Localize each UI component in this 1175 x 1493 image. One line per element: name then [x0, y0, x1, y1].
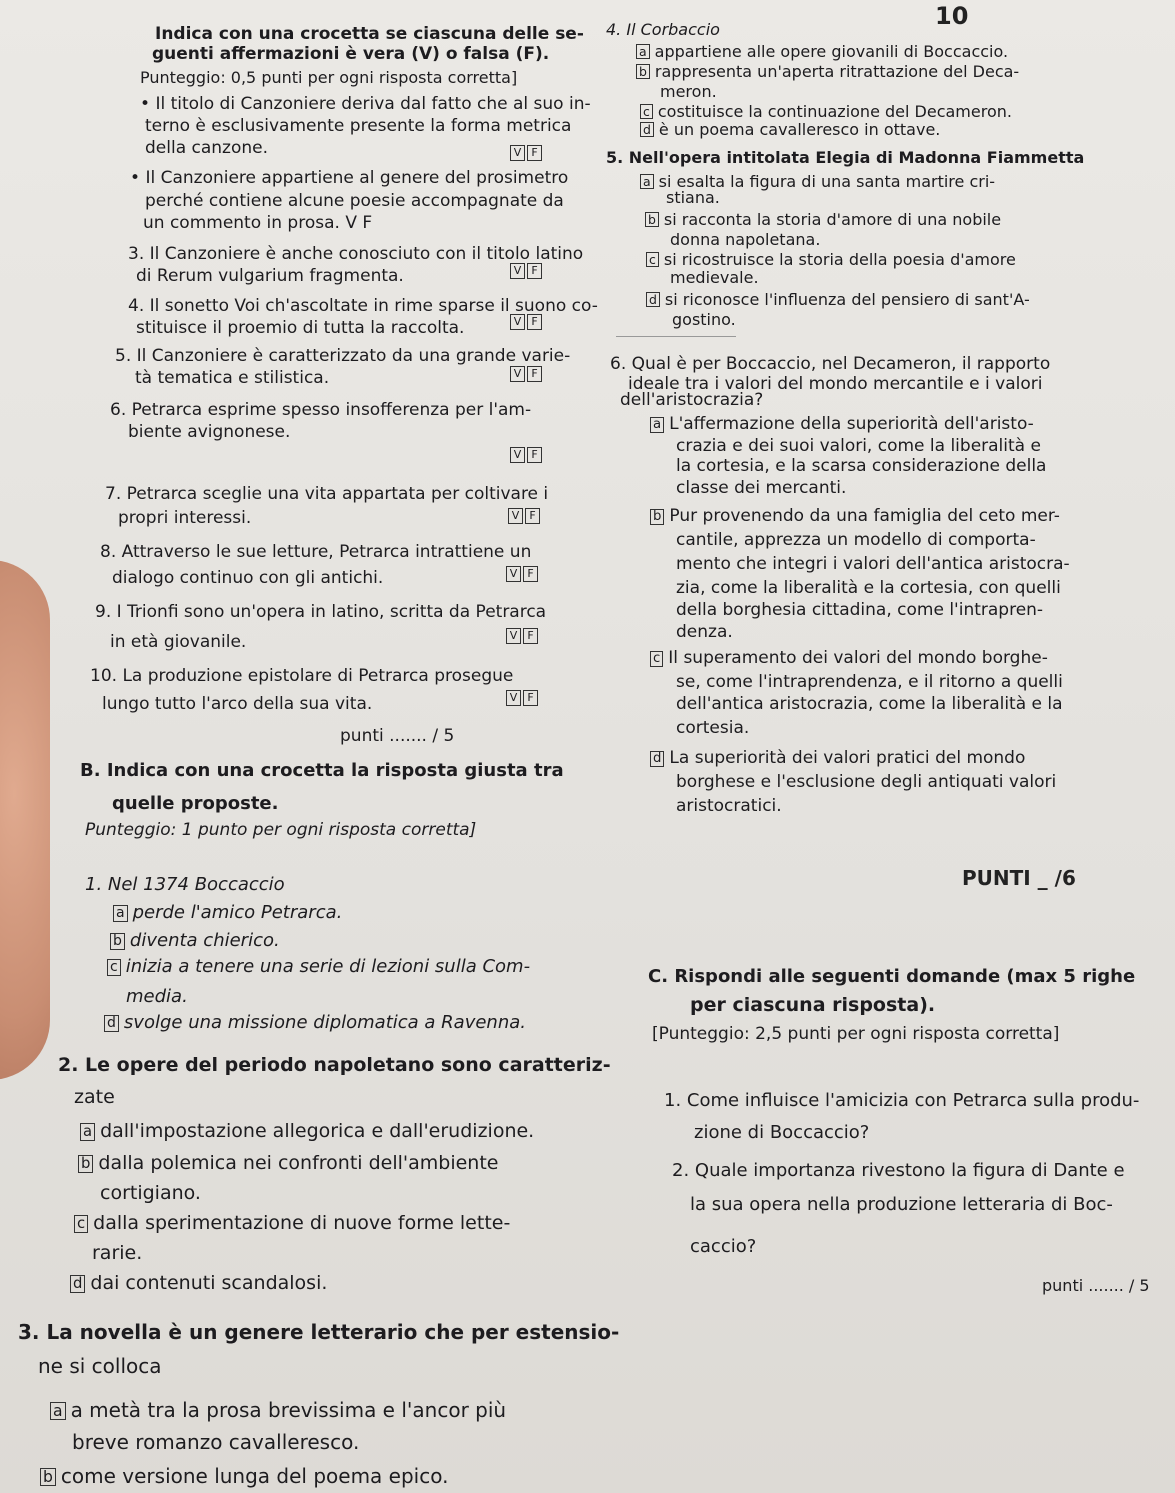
vf-checkboxes-8[interactable]: V F — [506, 566, 538, 582]
question-4: 4. Il Corbaccio — [606, 20, 720, 39]
statement-9-line2: in età giovanile. — [110, 632, 247, 652]
q5-option-a-line2: stiana. — [666, 188, 720, 207]
question-6-line1: 6. Qual è per Boccaccio, nel Decameron, il rapporto — [610, 354, 1051, 374]
open-question-1-line2: zione di Boccaccio? — [694, 1122, 870, 1143]
statement-7-line2: propri interessi. — [118, 508, 252, 528]
question-3-line2: ne si colloca — [38, 1354, 162, 1378]
statement-8-line1: 8. Attraverso le sue letture, Petrarca intrattiene un — [100, 542, 532, 562]
q6-option-d-line2: borghese e l'esclusione degli antiquati valori — [676, 772, 1057, 792]
section-c-scoring: [Punteggio: 2,5 punti per ogni risposta corretta] — [652, 1024, 1060, 1044]
question-2-line2: zate — [74, 1086, 115, 1108]
q2-option-c-line2: rarie. — [92, 1242, 143, 1264]
q6-option-a-line3: la cortesia, e la scarsa considerazione della — [676, 456, 1047, 476]
q6-option-a-line4: classe dei mercanti. — [676, 478, 847, 498]
vf-checkboxes-10[interactable]: V F — [506, 690, 538, 706]
statement-6-line1: 6. Petrarca esprime spesso insofferenza per l'am- — [110, 400, 532, 420]
q5-option-c-line2: medievale. — [670, 268, 759, 287]
statement-1-line2: terno è esclusivamente presente la forma metrica — [145, 116, 572, 136]
q6-option-d[interactable]: d La superiorità dei valori pratici del mondo — [650, 750, 1025, 767]
q5-option-b[interactable]: b si racconta la storia d'amore di una nobile — [645, 212, 1001, 228]
section-b-title-line2: quelle proposte. — [112, 793, 279, 814]
statement-4-line1: 4. Il sonetto Voi ch'ascoltate in rime sparse il suono co- — [128, 296, 598, 316]
statement-8-line2: dialogo continuo con gli antichi. — [112, 568, 384, 588]
q1-option-d[interactable]: d svolge una missione diplomatica a Ravenna. — [104, 1014, 526, 1032]
section-a-points: punti ....... / 5 — [340, 726, 455, 746]
handwritten-grade-top: 10 — [935, 2, 969, 30]
statement-5-line2: tà tematica e stilistica. — [135, 368, 330, 388]
q6-option-c-line2: se, come l'intraprendenza, e il ritorno a quelli — [676, 672, 1063, 692]
q1-option-b[interactable]: b diventa chierico. — [110, 932, 280, 950]
question-3-line1: 3. La novella è un genere letterario che per estensio- — [18, 1320, 620, 1344]
section-b-title-line1: B. Indica con una crocetta la risposta giusta tra — [80, 760, 564, 781]
question-2-line1: 2. Le opere del periodo napoletano sono caratteriz- — [58, 1054, 611, 1076]
question-6-line2: ideale tra i valori del mondo mercantile e i valori — [628, 374, 1043, 394]
q4-option-d[interactable]: d è un poema cavalleresco in ottave. — [640, 122, 940, 138]
section-b-scoring: Punteggio: 1 punto per ogni risposta corretta] — [85, 820, 477, 840]
q1-option-a[interactable]: a perde l'amico Petrarca. — [113, 904, 342, 922]
q6-option-c[interactable]: c Il superamento dei valori del mondo borghe- — [650, 650, 1048, 667]
q5-option-a[interactable]: a si esalta la figura di una santa martire cri- — [640, 174, 995, 190]
q6-option-d-line3: aristocratici. — [676, 796, 782, 816]
section-c-points: punti ....... / 5 — [1042, 1276, 1150, 1295]
q5-option-b-line2: donna napoletana. — [670, 230, 821, 249]
q5-option-d-line2: gostino. — [672, 310, 736, 329]
statement-2-line1: • Il Canzoniere appartiene al genere del prosimetro — [130, 168, 569, 188]
q6-option-c-line4: cortesia. — [676, 718, 750, 738]
q1-option-c[interactable]: c inizia a tenere una serie di lezioni sulla Com- — [107, 958, 530, 976]
q6-option-b-line5: della borghesia cittadina, come l'intrapren- — [676, 600, 1044, 620]
q2-option-b-line2: cortigiano. — [100, 1182, 201, 1204]
open-question-2-line2: la sua opera nella produzione letteraria di Boc- — [690, 1194, 1113, 1215]
question-1: 1. Nel 1374 Boccaccio — [85, 874, 285, 895]
vf-checkboxes-3[interactable]: V F — [510, 263, 542, 279]
vf-checkboxes-5[interactable]: V F — [510, 366, 542, 382]
section-a-instructions-line2: guenti affermazioni è vera (V) o falsa (F). — [152, 44, 550, 64]
q6-option-b-line2: cantile, apprezza un modello di comporta- — [676, 530, 1036, 550]
vf-checkboxes-6[interactable]: V F — [510, 447, 542, 463]
q1-option-c-line2: media. — [126, 986, 188, 1007]
question-6-line3: dell'aristocrazia? — [620, 390, 764, 410]
vf-checkboxes-4[interactable]: V F — [510, 314, 542, 330]
question-5: 5. Nell'opera intitolata Elegia di Madonna Fiammetta — [606, 148, 1085, 167]
section-a-instructions-line1: Indica con una crocetta se ciascuna delle se- — [155, 24, 584, 44]
open-question-2-line1: 2. Quale importanza rivestono la figura di Dante e — [672, 1160, 1125, 1181]
statement-3-line1: 3. Il Canzoniere è anche conosciuto con il titolo latino — [128, 244, 584, 264]
divider — [616, 336, 736, 337]
q3-option-a[interactable]: a a metà tra la prosa brevissima e l'ancor più — [50, 1400, 506, 1420]
statement-1-line1: • Il titolo di Canzoniere deriva dal fatto che al suo in- — [140, 94, 591, 114]
statement-9-line1: 9. I Trionfi sono un'opera in latino, scritta da Petrarca — [95, 602, 547, 622]
statement-10-line2: lungo tutto l'arco della sua vita. — [102, 694, 373, 714]
q2-option-b[interactable]: b dalla polemica nei confronti dell'ambiente — [78, 1154, 499, 1173]
q6-option-b-line4: zia, come la liberalità e la cortesia, con quelli — [676, 578, 1061, 598]
q3-option-b[interactable]: b come versione lunga del poema epico. — [40, 1466, 448, 1486]
q4-option-b-line2: meron. — [660, 82, 717, 101]
section-a-scoring: Punteggio: 0,5 punti per ogni risposta corretta] — [140, 68, 518, 87]
q6-option-b[interactable]: b Pur provenendo da una famiglia del ceto mer- — [650, 508, 1060, 525]
finger-holding-paper — [0, 560, 50, 1080]
q2-option-a[interactable]: a dall'impostazione allegorica e dall'erudizione. — [80, 1122, 534, 1141]
q6-option-a[interactable]: a L'affermazione della superiorità dell'aristo- — [650, 416, 1034, 433]
vf-checkboxes-7[interactable]: V F — [508, 508, 540, 524]
q6-option-b-line6: denza. — [676, 622, 733, 642]
open-question-1-line1: 1. Come influisce l'amicizia con Petrarca sulla produ- — [664, 1090, 1140, 1111]
q5-option-d[interactable]: d si riconosce l'influenza del pensiero di sant'A- — [646, 292, 1030, 308]
vf-checkboxes-9[interactable]: V F — [506, 628, 538, 644]
vf-checkboxes-1[interactable]: V F — [510, 145, 542, 161]
q4-option-b[interactable]: b rappresenta un'aperta ritrattazione del Deca- — [636, 64, 1019, 80]
q6-option-b-line3: mento che integri i valori dell'antica aristocra- — [676, 554, 1070, 574]
statement-5-line1: 5. Il Canzoniere è caratterizzato da una grande varie- — [115, 346, 571, 366]
q3-option-a-line2: breve romanzo cavalleresco. — [72, 1430, 360, 1454]
q2-option-c[interactable]: c dalla sperimentazione di nuove forme lette- — [74, 1214, 510, 1233]
q5-option-c[interactable]: c si ricostruisce la storia della poesia d'amore — [646, 252, 1016, 268]
section-c-title-line2: per ciascuna risposta). — [690, 994, 936, 1016]
statement-2-line2: perché contiene alcune poesie accompagnate da — [145, 191, 564, 211]
statement-4-line2: stituisce il proemio di tutta la raccolta. — [136, 318, 465, 338]
statement-10-line1: 10. La produzione epistolare di Petrarca prosegue — [90, 666, 514, 686]
q6-option-c-line3: dell'antica aristocrazia, come la liberalità e la — [676, 694, 1063, 714]
statement-1-line3: della canzone. — [145, 138, 269, 158]
q6-option-a-line2: crazia e dei suoi valori, come la liberalità e — [676, 436, 1041, 456]
handwritten-section-b-score: PUNTI _ /6 — [962, 866, 1076, 890]
section-c-title-line1: C. Rispondi alle seguenti domande (max 5 righe — [648, 966, 1136, 987]
statement-6-line2: biente avignonese. — [128, 422, 291, 442]
statement-2-line3: un commento in prosa. V F — [143, 213, 373, 233]
statement-3-line2: di Rerum vulgarium fragmenta. — [136, 266, 404, 286]
q4-option-c[interactable]: c costituisce la continuazione del Decameron. — [640, 104, 1012, 120]
q4-option-a[interactable]: a appartiene alle opere giovanili di Boccaccio. — [636, 44, 1008, 60]
q2-option-d[interactable]: d dai contenuti scandalosi. — [70, 1274, 327, 1293]
open-question-2-line3: caccio? — [690, 1236, 757, 1257]
statement-7-line1: 7. Petrarca sceglie una vita appartata per coltivare i — [105, 484, 549, 504]
